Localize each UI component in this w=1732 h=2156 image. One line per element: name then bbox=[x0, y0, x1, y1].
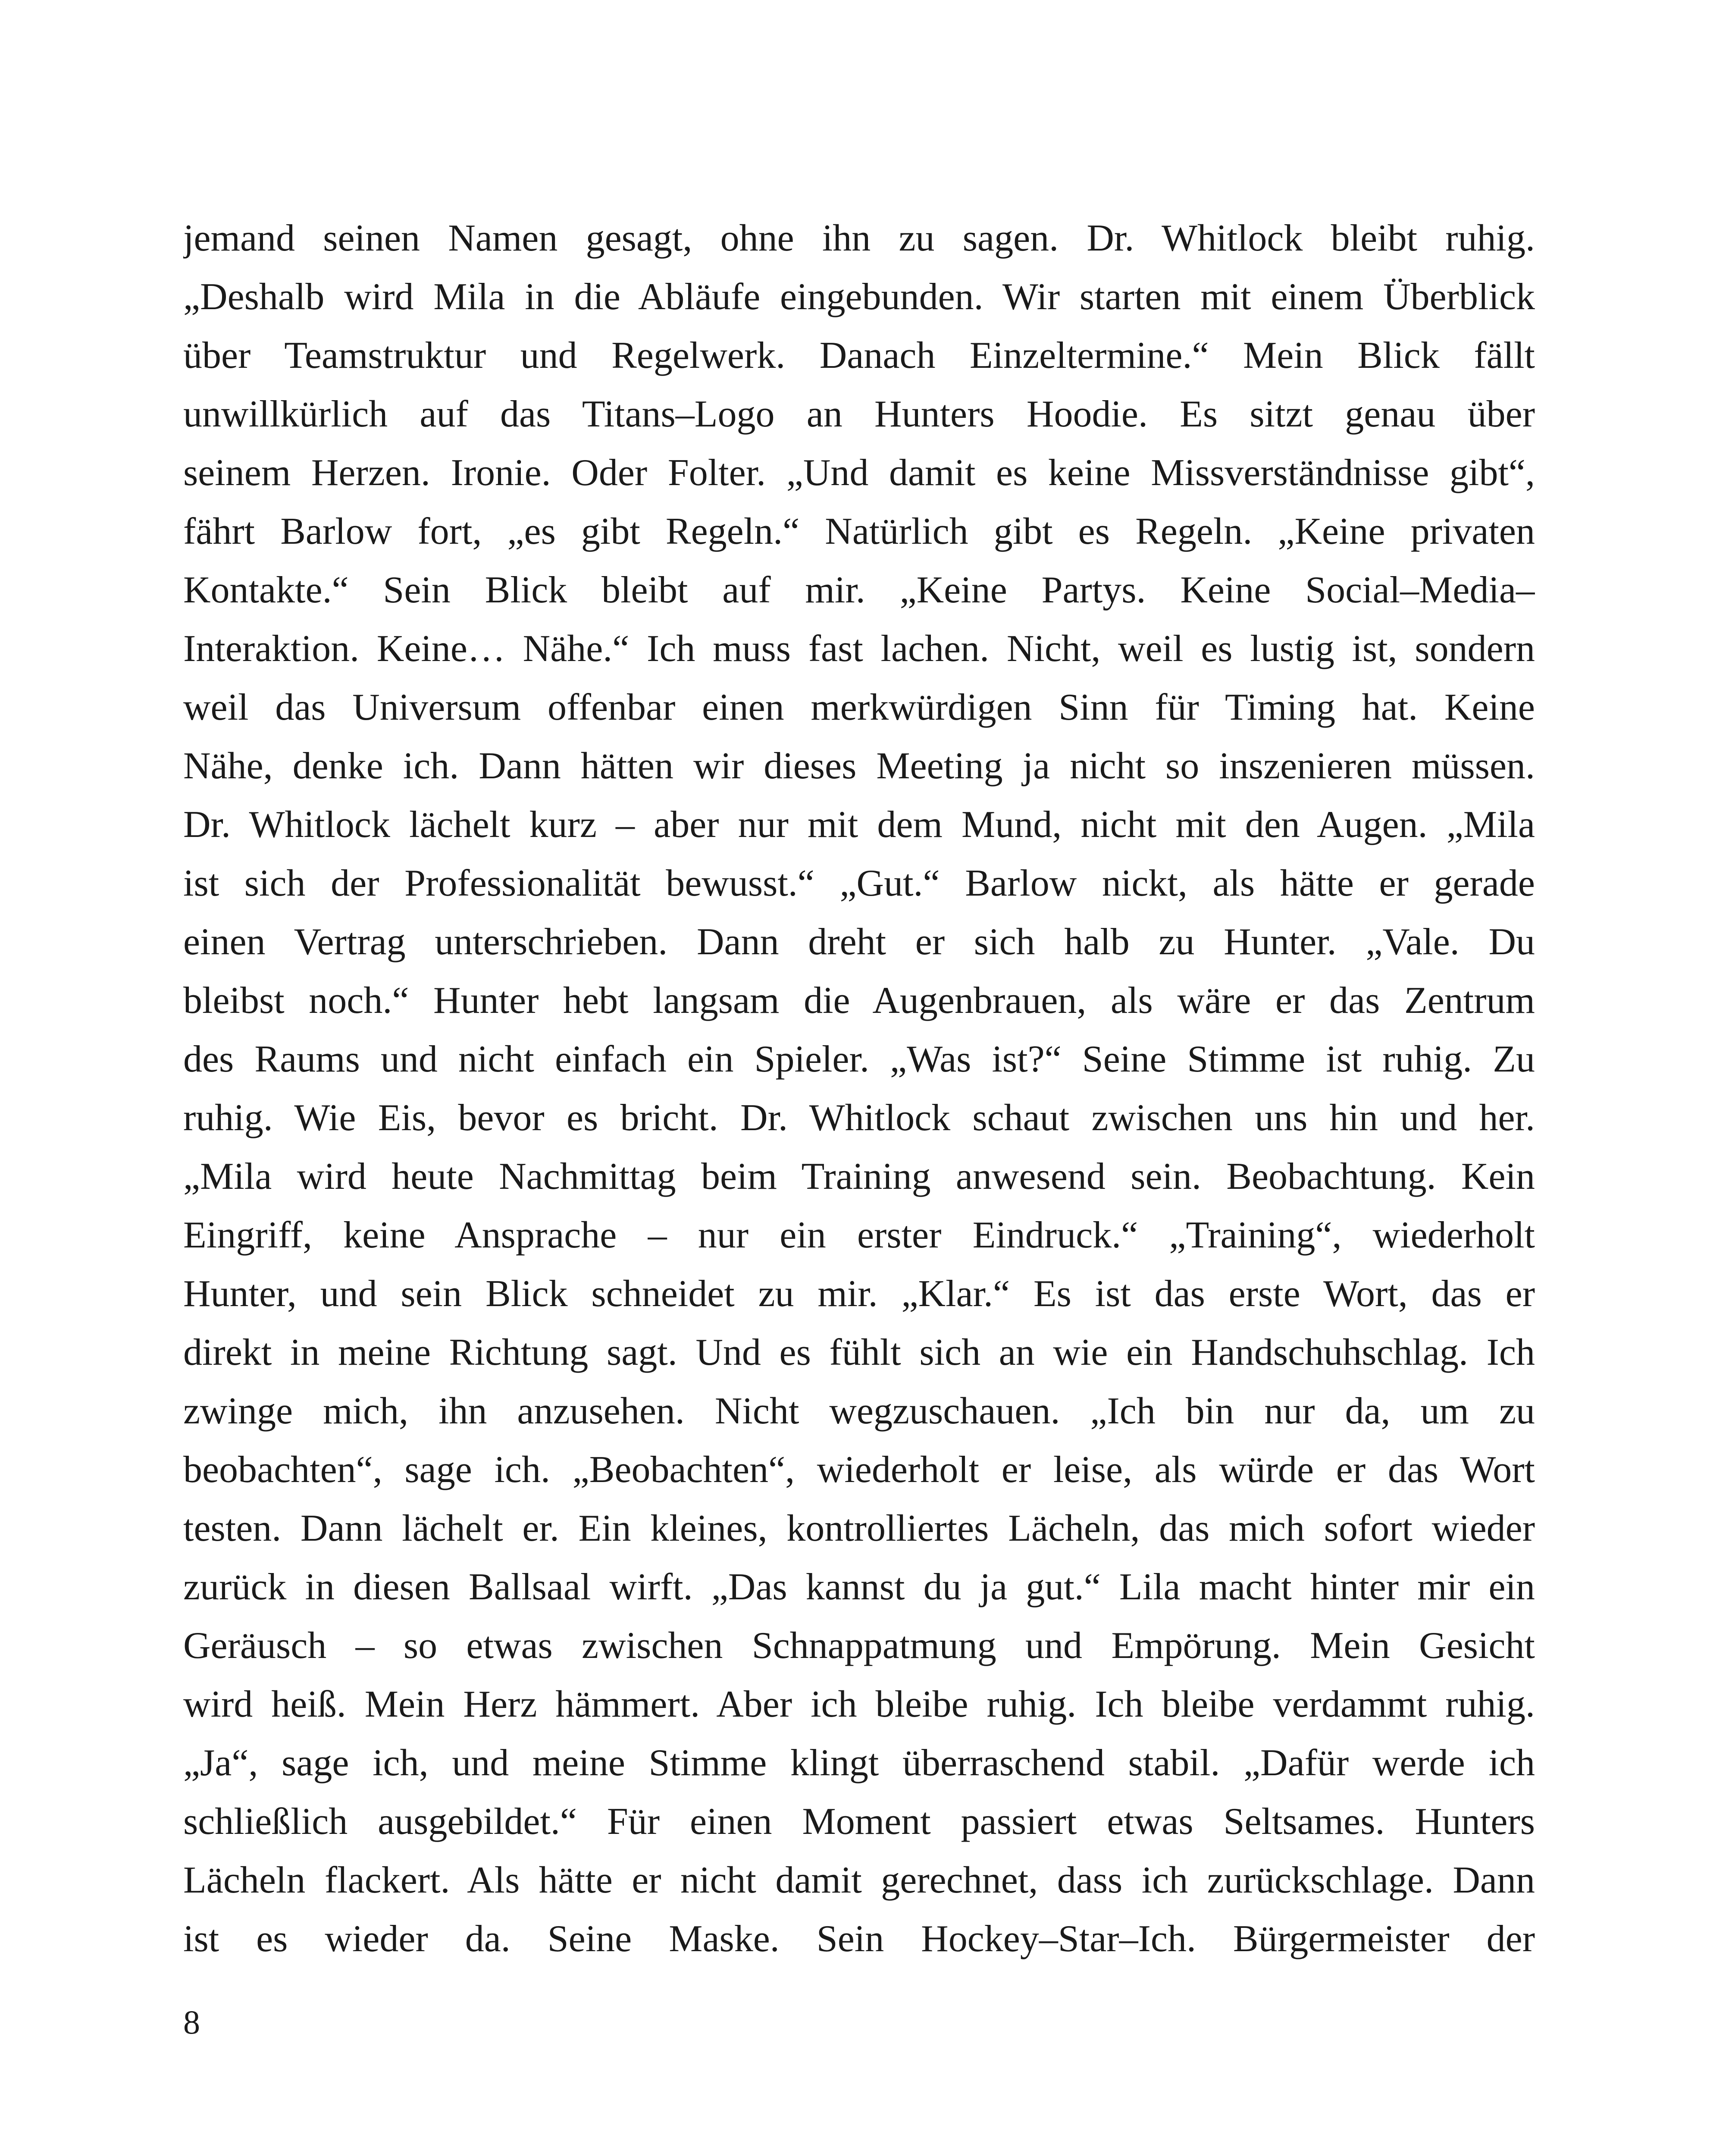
text-line: zurück in diesen Ballsaal wirft. „Das kannst du ja gut.“ Lila macht hinter mir ein bbox=[183, 1566, 1535, 1608]
text-line: zwinge mich, ihn anzusehen. Nicht wegzuschauen. „Ich bin nur da, um zu bbox=[183, 1390, 1535, 1432]
text-line: Interaktion. Keine… Nähe.“ Ich muss fast lachen. Nicht, weil es lustig ist, sondern bbox=[183, 628, 1535, 670]
text-line: bleibst noch.“ Hunter hebt langsam die Augenbrauen, als wäre er das Zentrum bbox=[183, 980, 1535, 1022]
text-line: wird heiß. Mein Herz hämmert. Aber ich bleibe ruhig. Ich bleibe verdammt ruhig. bbox=[183, 1683, 1535, 1725]
text-line: „Mila wird heute Nachmittag beim Training anwesend sein. Beobachtung. Kein bbox=[183, 1156, 1535, 1197]
text-line: ruhig. Wie Eis, bevor es bricht. Dr. Whitlock schaut zwischen uns hin und her. bbox=[183, 1097, 1535, 1139]
text-line: fährt Barlow fort, „es gibt Regeln.“ Natürlich gibt es Regeln. „Keine privaten bbox=[183, 511, 1535, 552]
text-line: des Raums und nicht einfach ein Spieler. „Was ist?“ Seine Stimme ist ruhig. Zu bbox=[183, 1038, 1535, 1080]
text-line: Dr. Whitlock lächelt kurz – aber nur mit dem Mund, nicht mit den Augen. „Mila bbox=[183, 804, 1535, 846]
text-line: testen. Dann lächelt er. Ein kleines, kontrolliertes Lächeln, das mich sofort wieder bbox=[183, 1507, 1535, 1549]
text-line: Nähe, denke ich. Dann hätten wir dieses Meeting ja nicht so inszenieren müssen. bbox=[183, 745, 1535, 787]
text-line: seinem Herzen. Ironie. Oder Folter. „Und damit es keine Missverständnisse gibt“, bbox=[183, 452, 1535, 494]
text-line: schließlich ausgebildet.“ Für einen Moment passiert etwas Seltsames. Hunters bbox=[183, 1801, 1535, 1843]
text-line: jemand seinen Namen gesagt, ohne ihn zu sagen. Dr. Whitlock bleibt ruhig. bbox=[183, 217, 1535, 259]
text-line: Geräusch – so etwas zwischen Schnappatmung und Empörung. Mein Gesicht bbox=[183, 1625, 1535, 1667]
body-text bbox=[183, 209, 1535, 1968]
page-number: 8 bbox=[183, 2003, 200, 2041]
text-line: direkt in meine Richtung sagt. Und es fühlt sich an wie ein Handschuhschlag. Ich bbox=[183, 1332, 1535, 1373]
text-line: einen Vertrag unterschrieben. Dann dreht er sich halb zu Hunter. „Vale. Du bbox=[183, 921, 1535, 963]
text-line: ist es wieder da. Seine Maske. Sein Hockey–Star–Ich. Bürgermeister der bbox=[183, 1918, 1535, 1960]
text-line: „Ja“, sage ich, und meine Stimme klingt überraschend stabil. „Dafür werde ich bbox=[183, 1742, 1535, 1784]
text-line: Lächeln flackert. Als hätte er nicht damit gerechnet, dass ich zurückschlage. Dann bbox=[183, 1859, 1535, 1901]
text-line: beobachten“, sage ich. „Beobachten“, wiederholt er leise, als würde er das Wort bbox=[183, 1449, 1535, 1491]
text-line: „Deshalb wird Mila in die Abläufe eingebunden. Wir starten mit einem Überblick bbox=[183, 276, 1535, 318]
text-line: unwillkürlich auf das Titans–Logo an Hunters Hoodie. Es sitzt genau über bbox=[183, 393, 1535, 435]
text-line: Kontakte.“ Sein Blick bleibt auf mir. „Keine Partys. Keine Social–Media– bbox=[183, 569, 1535, 611]
text-line: weil das Universum offenbar einen merkwürdigen Sinn für Timing hat. Keine bbox=[183, 686, 1535, 728]
text-line: über Teamstruktur und Regelwerk. Danach Einzeltermine.“ Mein Blick fällt bbox=[183, 335, 1535, 376]
text-line: ist sich der Professionalität bewusst.“ „Gut.“ Barlow nickt, als hätte er gerade bbox=[183, 862, 1535, 904]
text-line: Hunter, und sein Blick schneidet zu mir. „Klar.“ Es ist das erste Wort, das er bbox=[183, 1273, 1535, 1315]
text-line: Eingriff, keine Ansprache – nur ein erster Eindruck.“ „Training“, wiederholt bbox=[183, 1214, 1535, 1256]
